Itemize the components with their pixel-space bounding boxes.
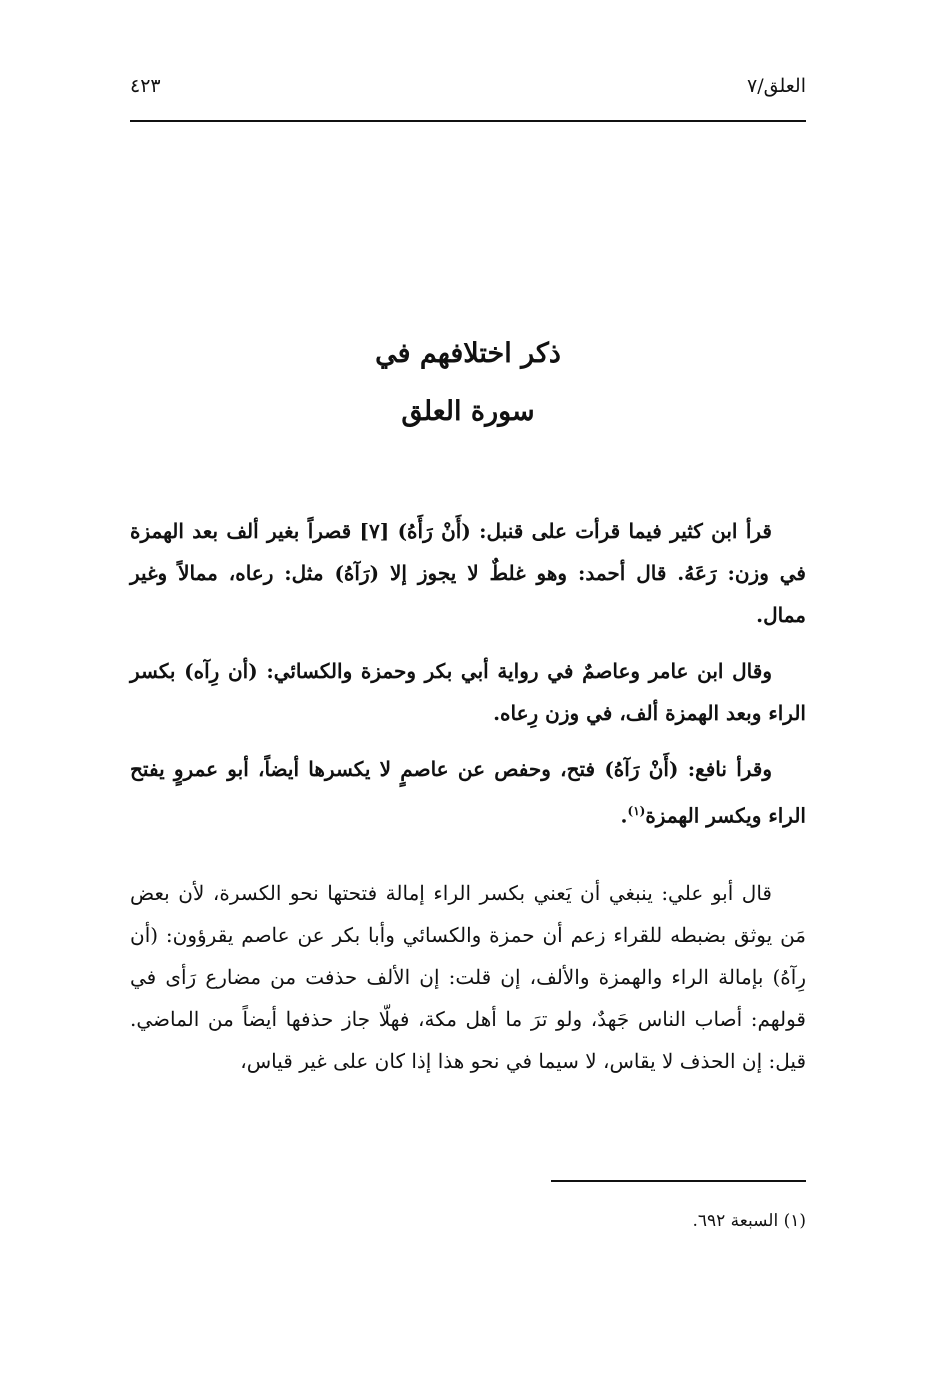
footnote-reference[interactable]: (١) (627, 804, 646, 818)
chapter-title-line-2: سورة العلق (401, 396, 535, 427)
footnote: (١) السبعة ٦٩٢. (692, 1211, 806, 1231)
paragraph-abu-ali: قال أبو علي: ينبغي أن يَعني بكسر الراء إمالة فتحتها نحو الكسرة، لأن بعض مَن يوثق بضبطه للقراء زعم أن حمزة والكسائي وأبا بكر عن عاصم يقرؤون: (أن رِآهُ) بإمالة الراء والهمزة والألف، إن قلت: إن الألف حذفت من مضارع رَأى في قولهم: أصاب الناس جَهدٌ، ولو ترَ ما أهل مكة، فهلّا جاز حذفها أيضاً من الماضي. قيل: إن الحذف لا يقاس، لا سيما في نحو هذا إذا كان على غير قياس، (130, 881, 806, 1073)
paragraph-ibn-kathir: قرأ ابن كثير فيما قرأت على قنبل: (أَنْ رَأَهُ) [٧] قصراً بغير ألف بعد الهمزة في وزن: رَعَهُ. قال أحمد: وهو غلطٌ لا يجوز إلا (رَآهُ) مثل: رعاه، ممالاً وغير ممال. (130, 519, 806, 627)
paragraph-nafi-end: . (620, 803, 628, 828)
page-number: ٤٢٣ (130, 75, 161, 97)
chapter-title-line-1: ذكر اختلافهم في (375, 338, 561, 369)
paragraph-nafi (130, 748, 806, 837)
paragraph-ibn-amir: وقال ابن عامر وعاصمٌ في رواية أبي بكر وحمزة والكسائي: (أن رِآه) بكسر الراء وبعد الهمزة ألف، في وزن رِعاه. (130, 659, 806, 725)
header-rule (130, 120, 806, 122)
readings-section (130, 510, 806, 851)
page-header (130, 68, 806, 108)
chapter-title (130, 325, 806, 441)
paragraph-nafi-text: وقرأ نافع: (أَنْ رَآهُ) فتح، وحفص عن عاصمٍ لا يكسرها أيضاً، أبو عمروٍ يفتح الراء ويكسر الهمزة (130, 757, 806, 828)
running-head: العلق/٧ (747, 75, 806, 97)
footnote-rule (551, 1180, 806, 1182)
commentary-section (130, 872, 806, 1082)
